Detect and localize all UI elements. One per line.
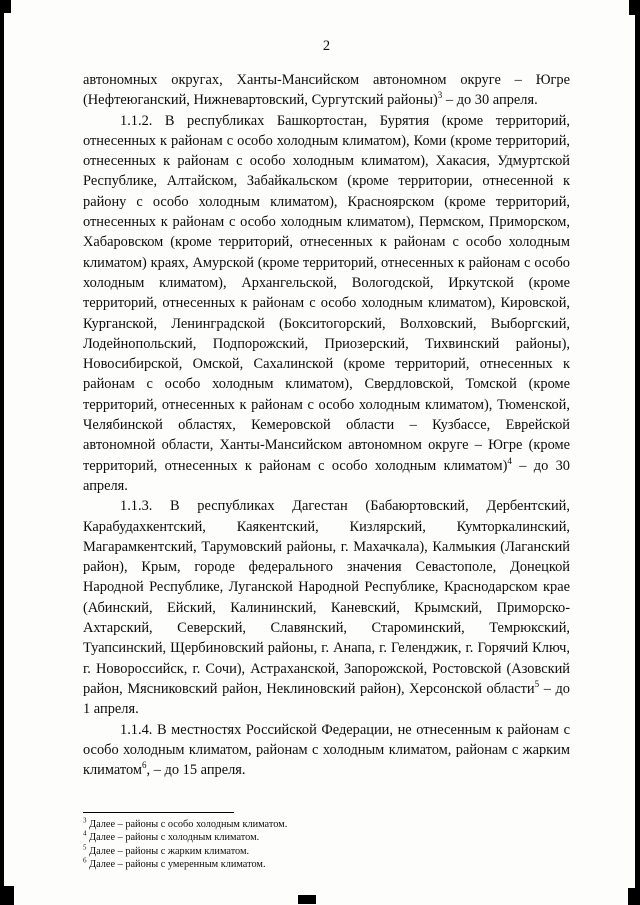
footnote: $^6$ Далее – районы с умеренным климатом. [83,856,266,870]
scan-artifact-bottom-center [298,895,316,904]
document-body [83,70,570,780]
footnote: $^3$ Далее – районы с особо холодным климатом. [83,816,288,830]
paragraph: автономных округах, Ханты-Мансийском автономном округе – Югре (Нефтеюганский, Нижневартовский, Сургутский районы)$^3$ – до 30 апреля. [83,72,570,109]
scan-artifact-top-right [629,0,640,15]
paragraph: 1.1.3. В республиках Дагестан (Бабаюртовский, Дербентский, Карабудахкентский, Каякентский, Кизлярский, Кумторкалинский, Магарамкентский, Тарумовский районы, г. Махачкала), Калмыкия (Лаганский район), Крым, городе федерального значения Севастополе, Донецкой Народной Республике, Луганской Народной Республике, Краснодарском крае (Абинский, Ейский, Калининский, Каневский, Крымский, Приморско-Ахтарский, Северский, Славянский, Староминский, Темрюкский, Туапсинский, Щербиновский районы, г. Анапа, г. Геленджик, г. Горячий Ключ, г. Новороссийск, г. Сочи), Астраханской, Запорожской, Ростовской (Азовский район, Мясниковский район, Неклиновский район), Херсонской области$^5$ – до 1 апреля. [83,498,570,718]
footnote-list [83,818,570,871]
footnote-marker: 5 [83,843,87,852]
scan-artifact-bottom-right [628,888,640,905]
footnotes-section [83,812,570,871]
footnote-separator [83,812,234,813]
footnote: $^4$ Далее – районы с холодным климатом. [83,829,260,844]
footnote-marker: 6 [83,856,87,865]
footnote-reference: 5 [534,679,540,690]
footnote-reference: 6 [142,760,147,771]
paragraph: 1.1.4. В местностях Российской Федерации, не отнесенным к районам с особо холодным климатом, районам с холодным климатом, районам с жарким климатом$^6$, – до 15 апреля. [83,721,570,779]
footnote-marker: 3 [83,816,87,825]
scan-artifact-left-edge [0,0,4,905]
footnote: $^5$ Далее – районы с жарким климатом. [83,843,250,857]
scan-artifact-bottom-left [0,886,14,905]
scan-artifact-right-edge [635,0,640,905]
footnote-marker: 4 [83,829,87,838]
footnote-reference: 4 [507,455,512,466]
page-number: 2 [322,38,331,54]
scan-artifact-top-left [0,0,11,13]
footnote-reference: 3 [437,90,443,101]
paragraph: 1.1.2. В республиках Башкортостан, Бурятия (кроме территорий, отнесенных к районам с особо холодным климатом), Коми (кроме территорий, отнесенных к районам с особо холодным климатом), Хакасия, Удмуртской Республике, Алтайском, Забайкальском (кроме территории, отнесенной к району с особо холодным климатом), Красноярском (кроме территорий, отнесенных к районам с особо холодным климатом), Пермском, Приморском, Хабаровском (кроме территорий, отнесенных к районам с особо холодным климатом) краях, Амурской (кроме территорий, отнесенных к районам с особо холодным климатом), Архангельской, Вологодской, Иркутской (кроме территорий, отнесенных к районам с особо холодным климатом), Кировской, Курганской, Ленинградской (Бокситогорский, Волховский, Выборгский, Лодейнопольский, Подпорожский, Приозерский, Тихвинский районы), Новосибирской, Омской, Сахалинской (кроме территорий, отнесенных к районам с особо холодным климатом), Свердловской, Томской (кроме территорий, отнесенных к районам с особо холодным климатом), Тюменской, Челябинской областях, Кемеровской области – Кузбассе, Еврейской автономной области, Ханты-Мансийском автономном округе – Югре (кроме территорий, отнесенных к районам с особо холодным климатом)$^4$ – до 30 апреля. [83,112,570,494]
